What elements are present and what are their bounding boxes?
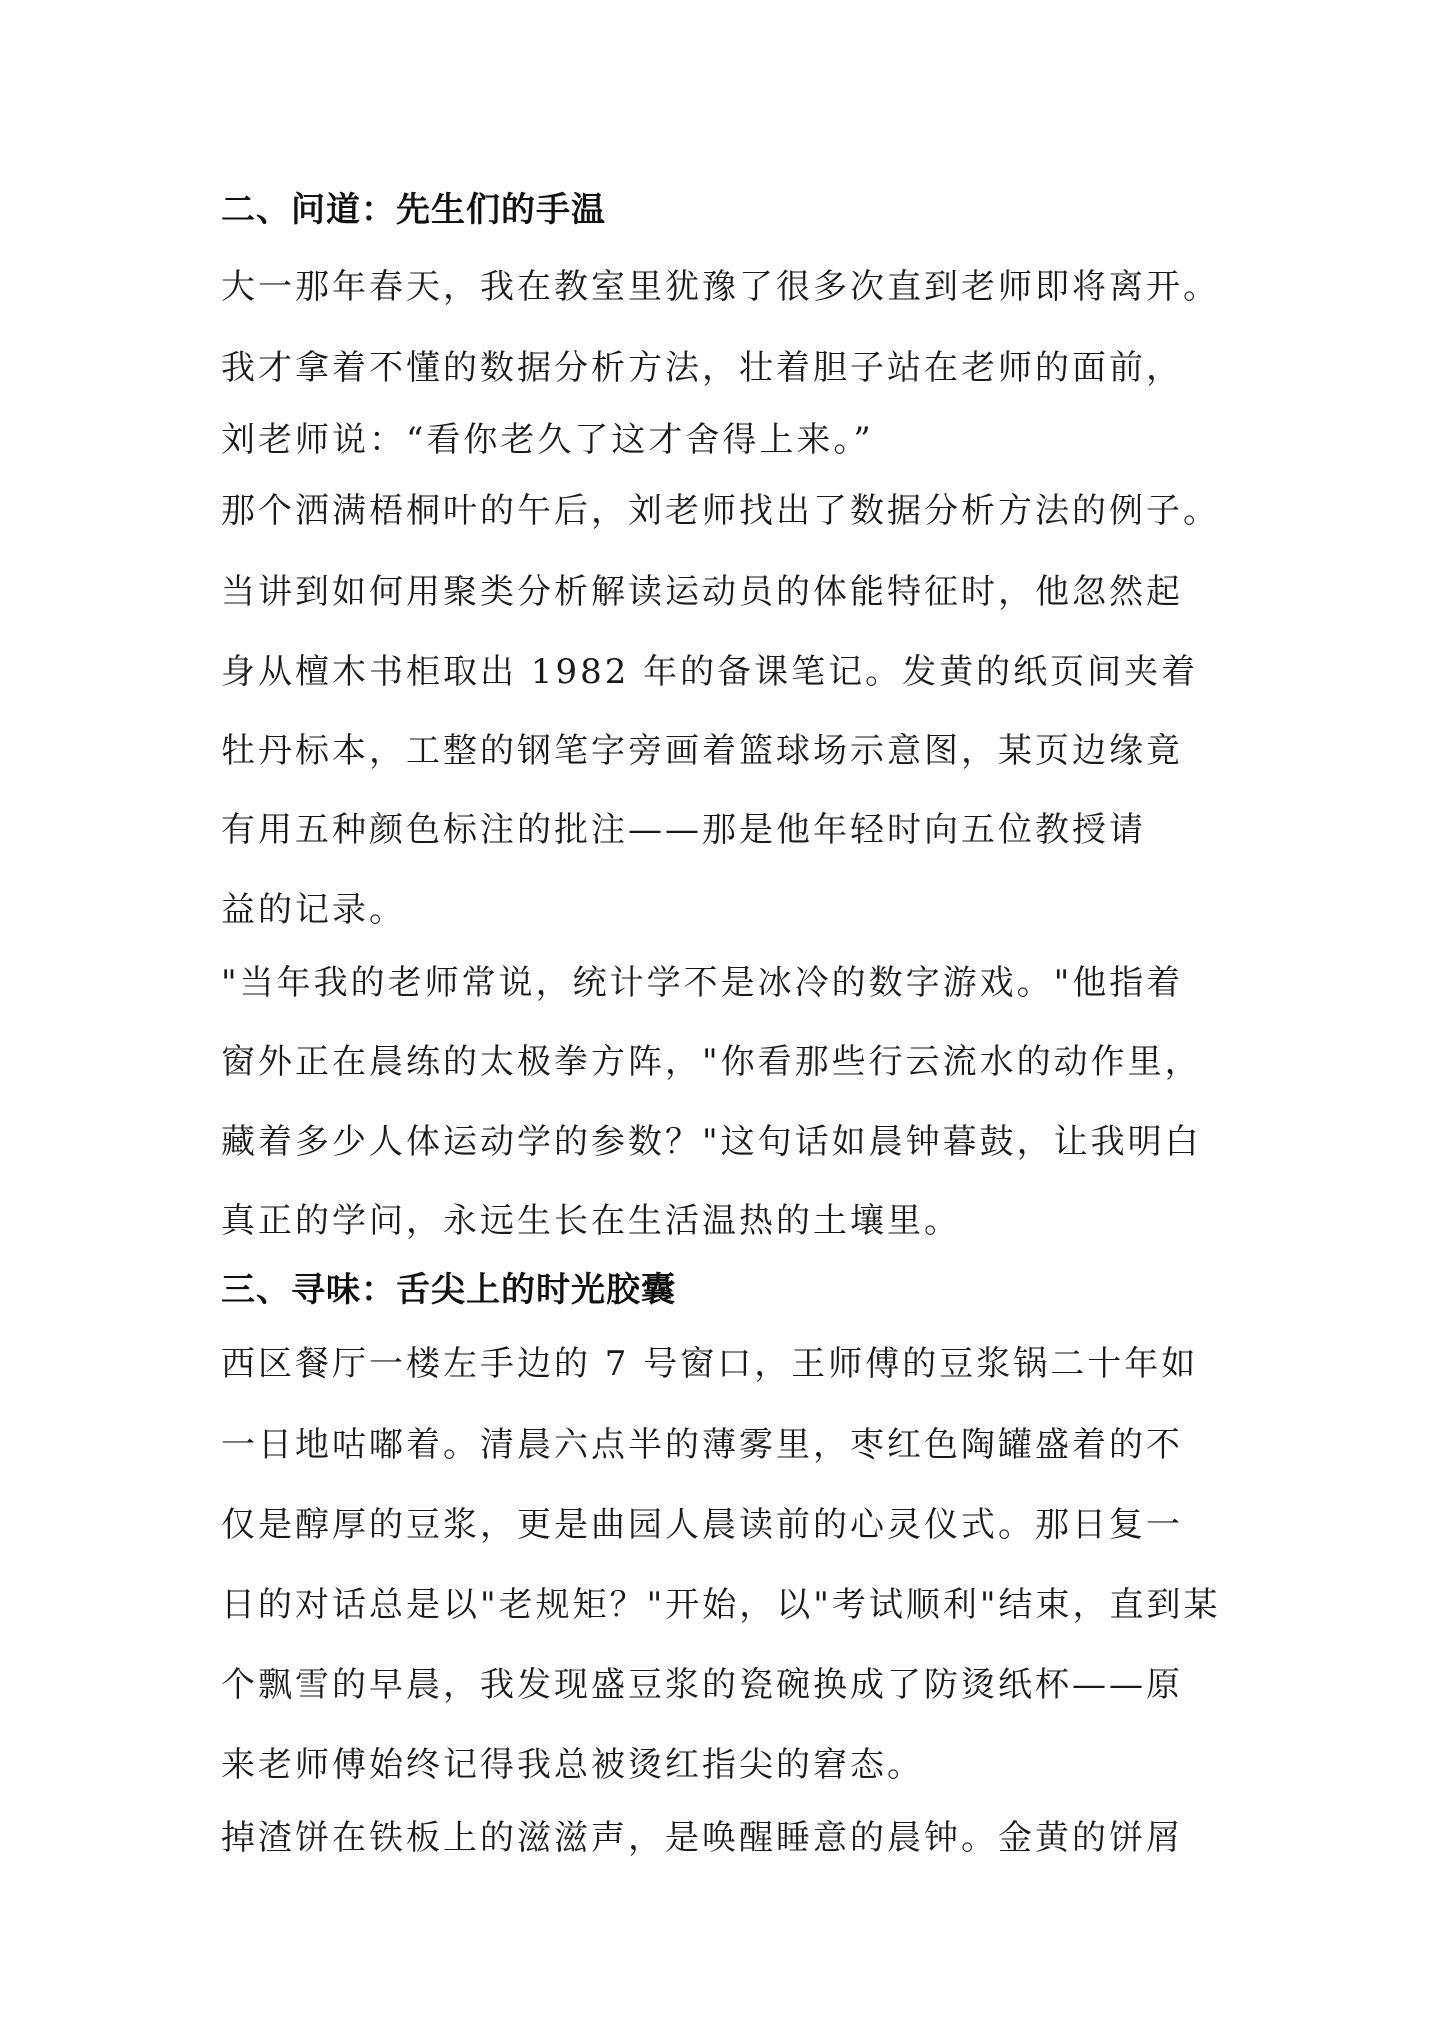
- paragraph-line: 牡丹标本，工整的钢笔字旁画着篮球场示意图，某页边缘竟: [221, 731, 1183, 771]
- paragraph-line: 我才拿着不懂的数据分析方法，壮着胆子站在老师的面前，: [221, 348, 1183, 388]
- paragraph-line: 个飘雪的早晨，我发现盛豆浆的瓷碗换成了防烫纸杯——原: [221, 1665, 1183, 1705]
- paragraph-line: 身从檀木书柜取出 1982 年的备课笔记。发黄的纸页间夹着: [221, 652, 1199, 692]
- paragraph-line: 西区餐厅一楼左手边的 7 号窗口，王师傅的豆浆锅二十年如: [221, 1344, 1199, 1384]
- paragraph-line: 日的对话总是以"老规矩？"开始，以"考试顺利"结束，直到某: [221, 1585, 1221, 1625]
- section-heading: 二、问道：先生们的手温: [221, 190, 606, 230]
- paragraph-line: 有用五种颜色标注的批注——那是他年轻时向五位教授请: [221, 810, 1146, 850]
- paragraph-line: 一日地咕嘟着。清晨六点半的薄雾里，枣红色陶罐盛着的不: [221, 1425, 1183, 1465]
- paragraph-line: 益的记录。: [221, 890, 406, 930]
- paragraph-line: 刘老师说：“看你老久了这才舍得上来。”: [221, 420, 874, 460]
- paragraph-line: 真正的学问，永远生长在生活温热的土壤里。: [221, 1201, 961, 1241]
- paragraph-line: "当年我的老师常说，统计学不是冰冷的数字游戏。"他指着: [221, 963, 1184, 1003]
- section-heading: 三、寻味：舌尖上的时光胶囊: [221, 1270, 676, 1310]
- paragraph-line: 那个洒满梧桐叶的午后，刘老师找出了数据分析方法的例子。: [221, 491, 1220, 531]
- paragraph-line: 仅是醇厚的豆浆，更是曲园人晨读前的心灵仪式。那日复一: [221, 1505, 1183, 1545]
- paragraph-line: 掉渣饼在铁板上的滋滋声，是唤醒睡意的晨钟。金黄的饼屑: [221, 1818, 1183, 1858]
- paragraph-line: 来老师傅始终记得我总被烫红指尖的窘态。: [221, 1745, 924, 1785]
- paragraph-line: 当讲到如何用聚类分析解读运动员的体能特征时，他忽然起: [221, 572, 1183, 612]
- paragraph-line: 大一那年春天，我在教室里犹豫了很多次直到老师即将离开。: [221, 267, 1220, 307]
- paragraph-line: 藏着多少人体运动学的参数？"这句话如晨钟暮鼓，让我明白: [221, 1122, 1202, 1162]
- paragraph-line: 窗外正在晨练的太极拳方阵，"你看那些行云流水的动作里，: [221, 1042, 1202, 1082]
